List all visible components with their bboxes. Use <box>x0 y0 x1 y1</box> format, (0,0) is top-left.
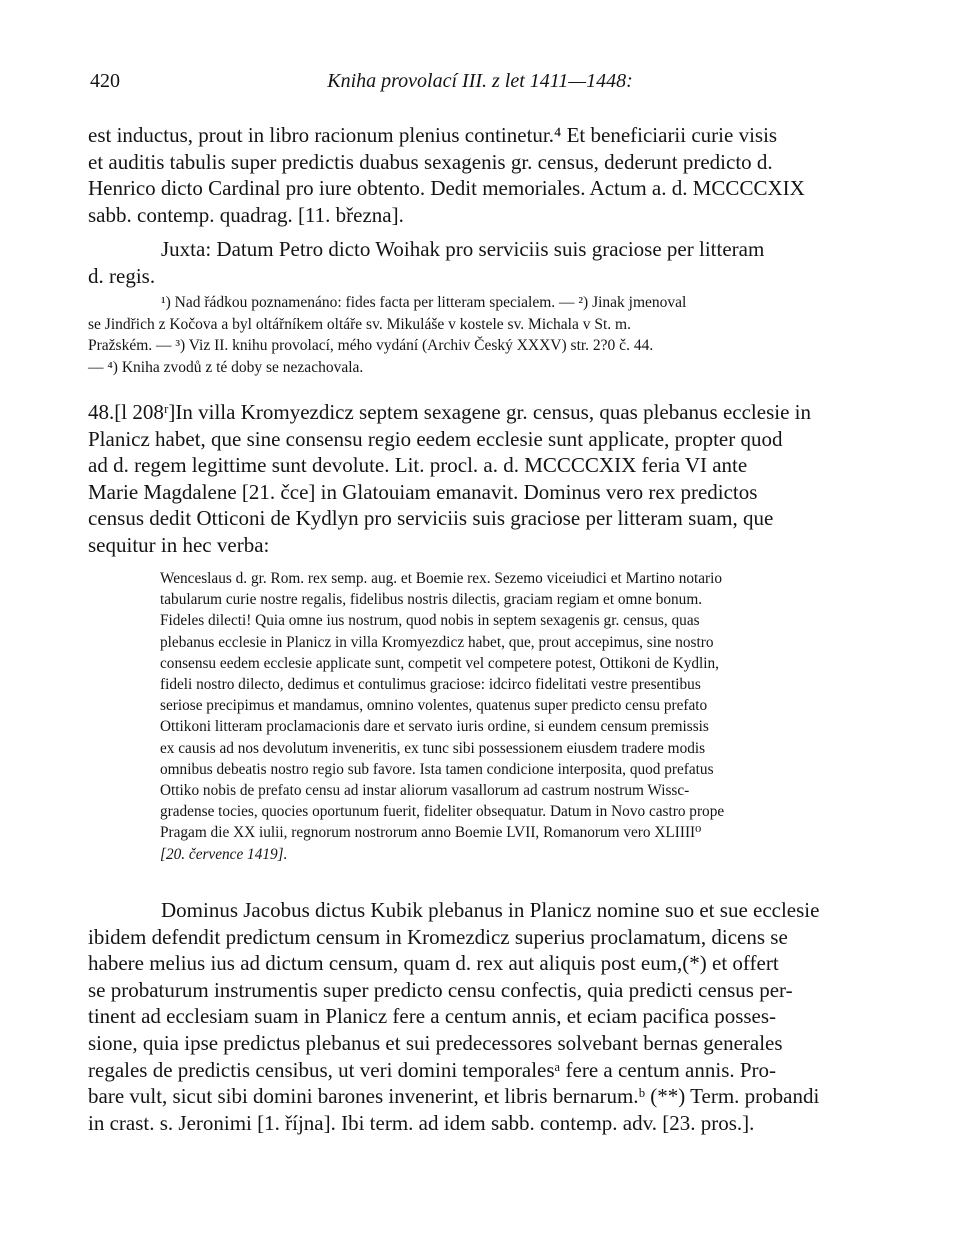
paragraph-4 <box>88 897 870 1136</box>
text-line: in crast. s. Jeronimi [1. října]. Ibi term. ad idem sabb. contemp. adv. [23. pros.]. <box>88 1110 755 1135</box>
text-line: Juxta: Datum Petro dicto Woihak pro serviciis suis graciose per litteram <box>161 237 765 261</box>
text-line: ad d. regem legittime sunt devolute. Lit. procl. a. d. MCCCCXIX feria VI ante <box>88 453 748 478</box>
paragraph-2 <box>88 236 870 289</box>
text-line: Marie Magdalene [21. čce] in Glatouiam emanavit. Dominus vero rex predictos <box>88 479 758 504</box>
charter-line: omnibus debeatis nostro regio sub favore. Ista tamen condicione interposita, quod prefatus <box>160 760 714 778</box>
text-line: 48.[l 208ʳ]In villa Kromyezdicz septem sexagene gr. census, quas plebanus ecclesie in <box>88 400 811 424</box>
text-line: habere melius ius ad dictum censum, quam d. rex aut aliquis post eum,(*) et offert <box>88 951 779 976</box>
text-line: Dominus Jacobus dictus Kubik plebanus in Planicz nomine suo et sue ecclesie <box>161 898 820 922</box>
footnote-line: Pražském. — ³) Viz II. knihu provolací, mého vydání (Archiv Český XXXV) str. 2?0 č. 44. <box>88 337 654 354</box>
footnote-line: — ⁴) Kniha zvodů z té doby se nezachovala. <box>88 358 364 376</box>
running-title: Kniha provolací III. z let 1411—1448: <box>327 70 633 92</box>
charter-line: Ottikoni litteram proclamacionis dare et servato iuris ordine, si eundem censum premissis <box>160 718 709 736</box>
text-line: d. regis. <box>88 263 156 288</box>
paragraph-3 <box>88 399 870 559</box>
paragraph-1 <box>88 122 870 228</box>
charter-line: ex causis ad nos devolutum inveneritis, ex tunc sibi possessionem eiusdem tradere modis <box>160 739 706 757</box>
footnote-line: ¹) Nad řádkou poznamenáno: fides facta per litteram specialem. — ²) Jinak jmenoval <box>161 294 687 311</box>
footnotes <box>88 292 870 378</box>
text-line: bare vult, sicut sibi domini barones invenerint, et libris bernarum.ᵇ (**) Term. probandi <box>88 1084 820 1109</box>
charter-line: seriose precipimus et mandamus, omnino volentes, quatenus super predicto censu prefato <box>160 697 708 715</box>
footnote-line: se Jindřich z Kočova a byl oltářníkem oltáře sv. Mikuláše v kostele sv. Michala v St. m. <box>88 315 631 333</box>
text-line: ibidem defendit predictum censum in Kromezdicz superius proclamatum, dicens se <box>88 924 788 949</box>
charter-line: consensu eedem ecclesie applicate sunt, competit vel competere potest, Ottikoni de Kydlin, <box>160 654 720 672</box>
charter-line: plebanus ecclesie in Planicz in villa Kromyezdicz habet, que, prout accepimus, sine nostro <box>160 633 714 651</box>
charter-line: Fideles dilecti! Quia omne ius nostrum, quod nobis in septem sexagenis gr. census, quas <box>160 612 700 630</box>
text-line: tinent ad ecclesiam suam in Planicz fere a centum annis, et eciam pacifica posses- <box>88 1004 777 1029</box>
charter-line: Wenceslaus d. gr. Rom. rex semp. aug. et Boemie rex. Sezemo viceiudici et Martino notario <box>160 570 723 587</box>
text-line: sabb. contemp. quadrag. [11. března]. <box>88 202 404 227</box>
text-line: Planicz habet, que sine consensu regio eedem ecclesie sunt applicate, propter quod <box>88 426 783 451</box>
charter-line: tabularum curie nostre regalis, fidelibus nostris dilectis, graciam regiam et omne bonum. <box>160 591 703 609</box>
charter-line: Pragam die XX iulii, regnorum nostrorum anno Boemie LVII, Romanorum vero XLIIII⁰ <box>160 824 702 842</box>
charter-line: gradense tocies, quocies oportunum fuerit, fideliter obsequatur. Datum in Novo castro prope <box>160 803 725 821</box>
text-line: census dedit Otticoni de Kydlyn pro serviciis suis graciose per litteram suam, que <box>88 506 774 531</box>
text-line: sione, quia ipse predictus plebanus et sui predecessores solvebant bernas generales <box>88 1030 783 1055</box>
text-line: et auditis tabulis super predictis duabus sexagenis gr. census, dederunt predicto d. <box>88 149 773 174</box>
text-line: Henrico dicto Cardinal pro iure obtento. Dedit memoriales. Actum a. d. MCCCCXIX <box>88 176 805 201</box>
charter-line: Ottiko nobis de prefato censu ad instar aliorum vasallorum ad castrum nostrum Wissc- <box>160 782 690 800</box>
text-line: est inductus, prout in libro racionum plenius continetur.⁴ Et beneficiarii curie visis <box>88 123 778 147</box>
page-number: 420 <box>90 70 120 92</box>
text-line: se probaturum instrumentis super predicto censu confectis, quia predicti census per- <box>88 977 793 1002</box>
charter-line: fideli nostro dilecto, dedimus et contulimus graciose: idcirco fidelitati vestre presentibus <box>160 676 701 694</box>
text-line: sequitur in hec verba: <box>88 532 270 557</box>
charter-quote <box>160 568 872 865</box>
charter-line: [20. července 1419]. <box>160 845 288 863</box>
text-line: regales de predictis censibus, ut veri domini temporalesᵃ fere a centum annis. Pro- <box>88 1057 777 1082</box>
page-header <box>90 70 870 100</box>
